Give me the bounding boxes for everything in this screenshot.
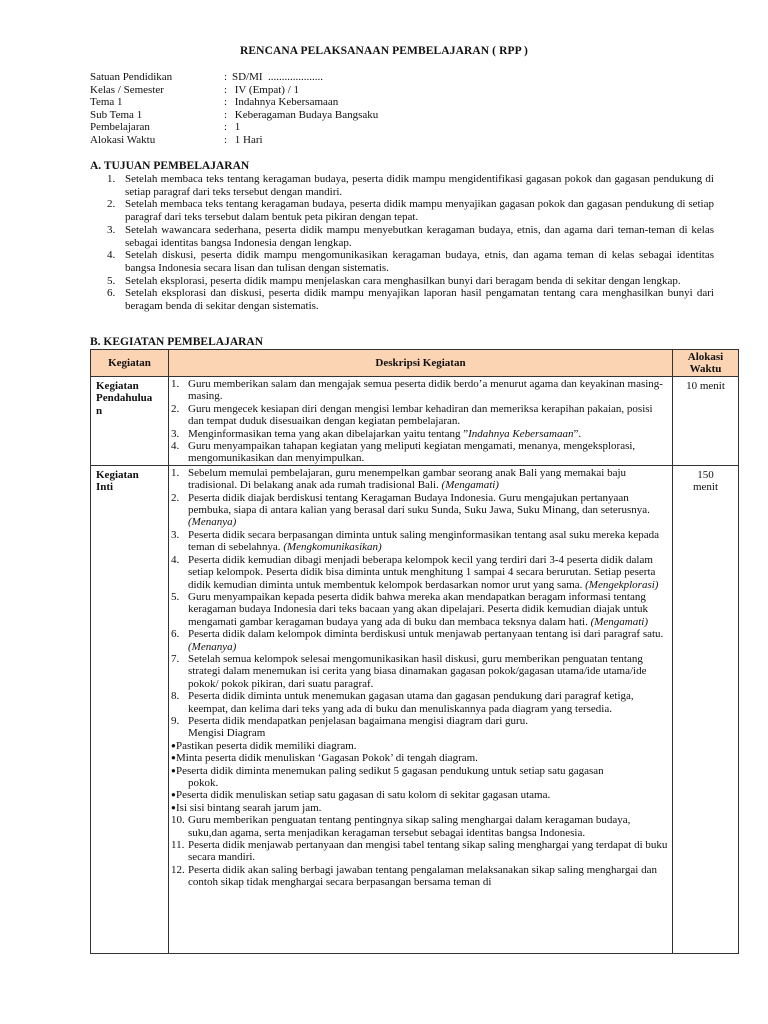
activity-text [188, 440, 670, 465]
activity-text-body: Peserta didik diminta untuk menemukan gagasan utama dan gagasan pendukung dari paragraf ketiga, keempat, dan kelima dari teks yang ada di buku dan menuliskannya pada diagram yang tersedia. [188, 690, 634, 715]
activity-number: 6. [171, 628, 180, 641]
activity-tag: (Menanya) [188, 640, 237, 653]
activity-text-body: Guru memberikan penguatan tentang pentingnya sikap saling menghargai dalam keragaman budaya, suku,dan agama, serta menjadikan keragaman tersebut sebagai identitas bangsa Indonesia. [188, 814, 631, 839]
meta-label: Satuan Pendidikan [90, 71, 173, 83]
activity-number: 2. [171, 402, 180, 415]
activity-item [171, 864, 670, 889]
bullet-text-body: Pastikan peserta didik memiliki diagram. [176, 739, 357, 752]
bullet-text [176, 740, 670, 752]
goal-number: 1. [107, 173, 116, 185]
activity-text-body: Guru mengecek kesiapan diri dengan mengisi lembar kehadiran dan memeriksa kerapihan pakaian, posisi dan tempat duduk disesuaikan dengan kegiatan pembelajaran. [188, 402, 653, 428]
activity-text-body: Mengisi Diagram [188, 727, 266, 740]
bullet-item [171, 765, 670, 790]
meta-row [90, 84, 378, 97]
goal-text: Setelah membaca teks tentang keragaman budaya, peserta didik mampu menyajikan gagasan pokok dan gagasan pendukung di setiap paragraf dari teks tersebut dalam bentuk peta pikiran dengan tepat. [125, 198, 714, 224]
activity-item [171, 653, 670, 690]
label-line: Pendahulua [96, 392, 153, 405]
goal-item [107, 275, 714, 288]
label-line: Inti [96, 481, 114, 494]
bullet-dot-icon: ● [171, 740, 176, 750]
activity-item [171, 492, 670, 529]
meta-row [90, 71, 378, 84]
activity-item [171, 467, 670, 492]
meta-label: Pembelajaran [90, 121, 150, 134]
activity-text [188, 529, 670, 554]
bullet-text-body: Peserta didik menuliskan setiap satu gagasan di satu kolom di sekitar gagasan utama. [176, 789, 551, 802]
header-kegiatan: Kegiatan [91, 350, 169, 377]
meta-label: Kelas / Semester [90, 83, 164, 96]
activity-number: 3. [171, 427, 180, 440]
activity-tag: (Mengamati) [590, 615, 649, 628]
meta-row [90, 109, 378, 122]
bullet-text [176, 789, 670, 801]
activity-item [171, 839, 670, 864]
meta-label: Alokasi Waktu [90, 133, 156, 146]
header-deskripsi: Deskripsi Kegiatan [169, 350, 673, 377]
activity-text [188, 864, 670, 889]
goal-number: 3. [107, 223, 116, 236]
meta-row [90, 121, 378, 134]
activity-text-body: Guru menyampaikan kepada peserta didik bahwa mereka akan mendapatkan beragam informasi tentang keragaman budaya Indonesia dari teks bacaan yang akan dipelajari. Peserta didik kemudian diajak untuk mengamati gambar keragaman budaya yang ada di buku dan membaca teksnya dalam hati. [188, 590, 648, 628]
activity-text-body: Guru menyampaikan tahapan kegiatan yang meliputi kegiatan mengamati, menanya, mengeksplorasi, mengomunikasikan dan menyimpulkan. [188, 440, 636, 465]
goal-number: 2. [107, 198, 116, 211]
activity-number: 12. [171, 863, 185, 876]
activity-text [188, 628, 670, 653]
activity-number: 1. [171, 466, 180, 479]
goal-text: Setelah membaca teks tentang keragaman budaya, peserta didik mampu mengidentifikasi gagasan pokok dan gagasan pendukung di setiap paragraf dari teks tersebut dengan mandiri. [125, 173, 714, 198]
bullet-dot-icon: ● [171, 753, 176, 763]
activity-item [171, 403, 670, 428]
activity-text-body: Guru memberikan salam dan mengajak semua peserta didik berdo’a menurut agama dan keyakinan masing-masing. [188, 378, 663, 403]
goal-item [107, 173, 714, 198]
activity-number: 3. [171, 528, 180, 541]
meta-value: 1 [232, 121, 241, 134]
time-line: menit [692, 481, 719, 494]
learning-goals-list [107, 173, 714, 313]
bullet-dot-icon: ● [171, 802, 176, 812]
activity-item [171, 554, 670, 591]
table-row-pendahuluan [91, 377, 739, 466]
bullet-item [171, 740, 670, 752]
label-inti [91, 465, 169, 953]
activity-text-body: Peserta didik secara berpasangan diminta untuk saling menginformasikan tentang asal suku mereka kepada teman di sebelahnya. [188, 528, 660, 554]
table-header-row [91, 350, 739, 377]
meta-row [90, 96, 378, 109]
goal-item [107, 224, 714, 249]
meta-separator: : [224, 133, 228, 146]
activity-item [171, 628, 670, 653]
activity-number: 5. [171, 590, 180, 603]
activity-number: 4. [171, 440, 180, 453]
goal-item [107, 287, 714, 312]
goal-number: 6. [107, 287, 116, 300]
header-alokasi-waktu [673, 350, 739, 377]
section-b-heading: B. KEGIATAN PEMBELAJARAN [90, 336, 264, 348]
meta-separator: : [224, 96, 228, 109]
activity-number: 10. [171, 814, 185, 827]
bullet-text-cont: pokok. [188, 777, 219, 789]
header-waktu-line-2: Waktu [689, 363, 722, 375]
activity-text-body: Menginformasikan tema yang akan dibelajarkan yaitu tentang ” [188, 427, 469, 440]
time-line: 150 [697, 468, 714, 481]
meta-separator: : [224, 121, 228, 134]
activity-item [171, 715, 670, 727]
activity-text-body: Peserta didik kemudian dibagi menjadi beberapa kelompok kecil yang terdiri dari 3-4 peserta didik dalam setiap kelompok. Peserta didik bisa diminta untuk menghitung 1 sampai 4 secara berurutan. Setiap peserta didik kemudian diminta untuk membentuk kelompok berdasarkan nomor urut yang sama. [188, 553, 656, 591]
bullet-dot-icon: ● [171, 765, 176, 775]
activity-text-body: Peserta didik menjawab pertanyaan dan mengisi tabel tentang sikap saling menghargai yang terdapat di buku secara mandiri. [188, 839, 668, 864]
activity-text [188, 727, 670, 739]
meta-label: Tema 1 [90, 96, 123, 109]
activity-number: 9. [171, 714, 180, 727]
meta-value: 1 Hari [232, 133, 263, 146]
bullet-text [176, 802, 670, 814]
goal-text: Setelah eksplorasi dan diskusi, peserta didik mampu menyajikan laporan hasil pengamatan tentang cara menghasilkan bunyi dari beragam benda di sekitar dengan sistematis. [125, 287, 714, 313]
activity-number: 1. [171, 378, 180, 390]
activity-text-body: Setelah semua kelompok selesai mengomunikasikan hasil diskusi, guru memberikan penguatan tentang strategi dalam menemukan isi cerita yang biasa dinamakan gagasan pokok/gagasan utama/ide utama/ide pokok/ pokok pikiran, dari suatu paragraf. [188, 652, 647, 690]
activity-text [188, 814, 670, 839]
activity-text [188, 839, 670, 864]
bullet-dot-icon: ● [171, 790, 176, 800]
description-pendahuluan [169, 377, 673, 466]
meta-label: Sub Tema 1 [90, 108, 143, 121]
identity-block [90, 71, 378, 147]
activity-text-tail: ”. [573, 427, 582, 440]
activity-text [188, 428, 670, 440]
activity-text [188, 715, 670, 727]
activity-number: 11. [171, 839, 185, 852]
meta-value: Keberagaman Budaya Bangsaku [232, 108, 379, 121]
meta-value: SD/MI .................... [232, 71, 324, 83]
goal-text: Setelah wawancara sederhana, peserta didik mampu menyebutkan keragaman budaya, etnis, dan agama dari teman-teman di kelas sebagai identitas bangsa Indonesia dengan lengkap. [125, 223, 714, 249]
time-inti [673, 465, 739, 953]
section-a-heading: A. TUJUAN PEMBELAJARAN [90, 160, 250, 172]
activity-tag: (Menanya) [188, 516, 237, 529]
bullet-text-body: Isi sisi bintang searah jarum jam. [176, 801, 322, 814]
activity-tag: (Mengkomunikasikan) [283, 541, 382, 554]
bullet-item [171, 752, 670, 764]
activity-text-body: Peserta didik diajak berdiskusi tentang Keragaman Budaya Indonesia. Guru mengajukan pertanyaan pembuka, siapa di antara kalian yang berasal dari suku Sunda, Suku Jawa, Suku Minang, dan seterusnya. [188, 491, 650, 517]
activity-item [171, 529, 670, 554]
header-waktu-line-1: Alokasi [687, 351, 724, 363]
goal-item [107, 249, 714, 274]
activity-item [171, 440, 670, 465]
activity-tag: Indahnya Kebersamaan [468, 427, 574, 440]
bullet-text-body: Minta peserta didik menuliskan ‘Gagasan Pokok’ di tengah diagram. [176, 752, 478, 765]
time-pendahuluan: 10 menit [673, 377, 739, 466]
document-title: RENCANA PELAKSANAAN PEMBELAJARAN ( RPP ) [240, 45, 528, 57]
activity-text [188, 467, 670, 492]
activity-text [188, 492, 670, 529]
bullet-text-body: Peserta didik diminta menemukan paling sedikut 5 gagasan pendukung untuk setiap satu gagasan [176, 764, 604, 777]
table-row-inti [91, 465, 739, 953]
activity-item [171, 690, 670, 715]
activity-text [188, 690, 670, 715]
activity-number: 4. [171, 553, 180, 566]
bullet-item [171, 802, 670, 814]
meta-value: Indahnya Kebersamaan [232, 96, 339, 109]
activity-item [171, 814, 670, 839]
bullet-text [176, 752, 670, 764]
meta-separator: : [224, 71, 228, 83]
activity-text [188, 591, 670, 628]
activity-item [171, 591, 670, 628]
goal-text: Setelah diskusi, peserta didik mampu mengomunikasikan keragaman budaya, etnis, dan agama teman di kelas sebagai identitas bangsa Indonesia secara lisan dan tulisan dengan sistematis. [125, 249, 714, 274]
activity-text [188, 403, 670, 428]
goal-number: 5. [107, 274, 116, 287]
activity-item [171, 428, 670, 440]
activity-item [171, 727, 670, 739]
activity-text-body: Sebelum memulai pembelajaran, guru menempelkan gambar seorang anak Bali yang memakai baju tradisional. Di belakang anak ada rumah tradisional Bali. [188, 466, 627, 492]
goal-item [107, 198, 714, 223]
bullet-text [176, 765, 670, 790]
activity-item [171, 378, 670, 403]
activity-tag: (Mengamati) [441, 479, 499, 492]
activity-number: 2. [171, 491, 180, 504]
activity-text [188, 554, 670, 591]
bullet-item [171, 789, 670, 801]
activity-number: 7. [171, 652, 180, 665]
label-line: Kegiatan [96, 468, 139, 481]
activity-tag: (Mengekplorasi) [585, 578, 659, 591]
activity-text-body: Peserta didik dalam kelompok diminta berdiskusi untuk menjawab pertanyaan tentang isi dari paragraf satu. [188, 628, 664, 641]
goal-text: Setelah eksplorasi, peserta didik mampu menjelaskan cara menghasilkan bunyi dari beragam benda di sekitar dengan lengkap. [125, 274, 681, 287]
meta-separator: : [224, 83, 228, 96]
activity-text [188, 653, 670, 690]
activity-text-body: Peserta didik mendapatkan penjelasan bagaimana mengisi diagram dari guru. [188, 714, 528, 727]
label-line: Kegiatan [96, 380, 139, 392]
meta-value: IV (Empat) / 1 [232, 83, 300, 96]
description-inti [169, 465, 673, 953]
meta-separator: : [224, 108, 228, 121]
activity-number [171, 727, 188, 739]
label-line: n [96, 404, 103, 417]
goal-number: 4. [107, 249, 116, 262]
activities-table [90, 349, 739, 954]
activity-number: 8. [171, 690, 180, 703]
label-pendahuluan [91, 377, 169, 466]
activity-text [188, 378, 670, 403]
activity-text-body: Peserta didik akan saling berbagi jawaban tentang pengalaman melaksanakan sikap saling menghargai dan contoh sikap tidak menghargai secara berpasangan bersama teman di [188, 863, 657, 889]
meta-row [90, 134, 378, 147]
